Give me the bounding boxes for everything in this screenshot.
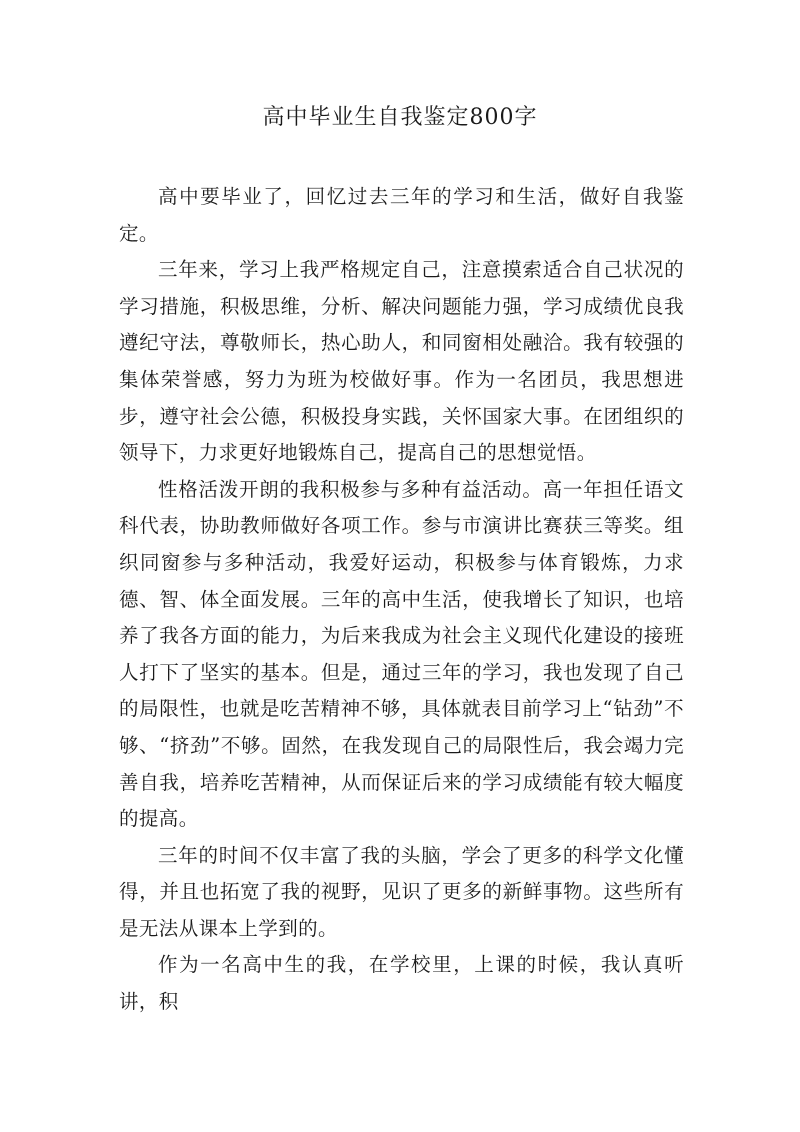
paragraph-growth: 三年的时间不仅丰富了我的头脑，学会了更多的科学文化懂得，并且也拓宽了我的视野，见识了更多的新鲜事物。这些所有是无法从课本上学到的。 [119, 843, 684, 940]
paragraph-intro: 高中要毕业了，回忆过去三年的学习和生活，做好自我鉴定。 [119, 185, 684, 245]
paragraph-study-conduct: 三年来，学习上我严格规定自己，注意摸索适合自己状况的学习措施，积极思维，分析、解决问题能力强，学习成绩优良我遵纪守法，尊敬师长，热心助人，和同窗相处融洽。我有较强的集体荣誉感，努力为班为校做好事。作为一名团员，我思想进步，遵守社会公德，积极投身实践，关怀国家大事。在团组织的领导下，力求更好地锻炼自己，提高自己的思想觉悟。 [119, 258, 684, 465]
paragraph-in-class: 作为一名高中生的我，在学校里，上课的时候，我认真听讲，积 [119, 953, 684, 1014]
paragraph-activities: 性格活泼开朗的我积极参与多种有益活动。高一年担任语文科代表，协助教师做好各项工作。参与市演讲比赛获三等奖。组织同窗参与多种活动，我爱好运动，积极参与体育锻炼，力求德、智、体全面发展。三年的高中生活，使我增长了知识，也培养了我各方面的能力，为后来我成为社会主义现代化建设的接班人打下了坚实的基本。但是，通过三年的学习，我也发现了自己的局限性，也就是吃苦精神不够，具体就表目前学习上“钻劲”不够、“挤劲”不够。固然，在我发现自己的局限性后，我会竭力完善自我，培养吃苦精神，从而保证后来的学习成绩能有较大幅度的提高。 [119, 477, 684, 831]
document-body [119, 179, 684, 1021]
document-title: 高中毕业生自我鉴定800字 [262, 105, 538, 130]
